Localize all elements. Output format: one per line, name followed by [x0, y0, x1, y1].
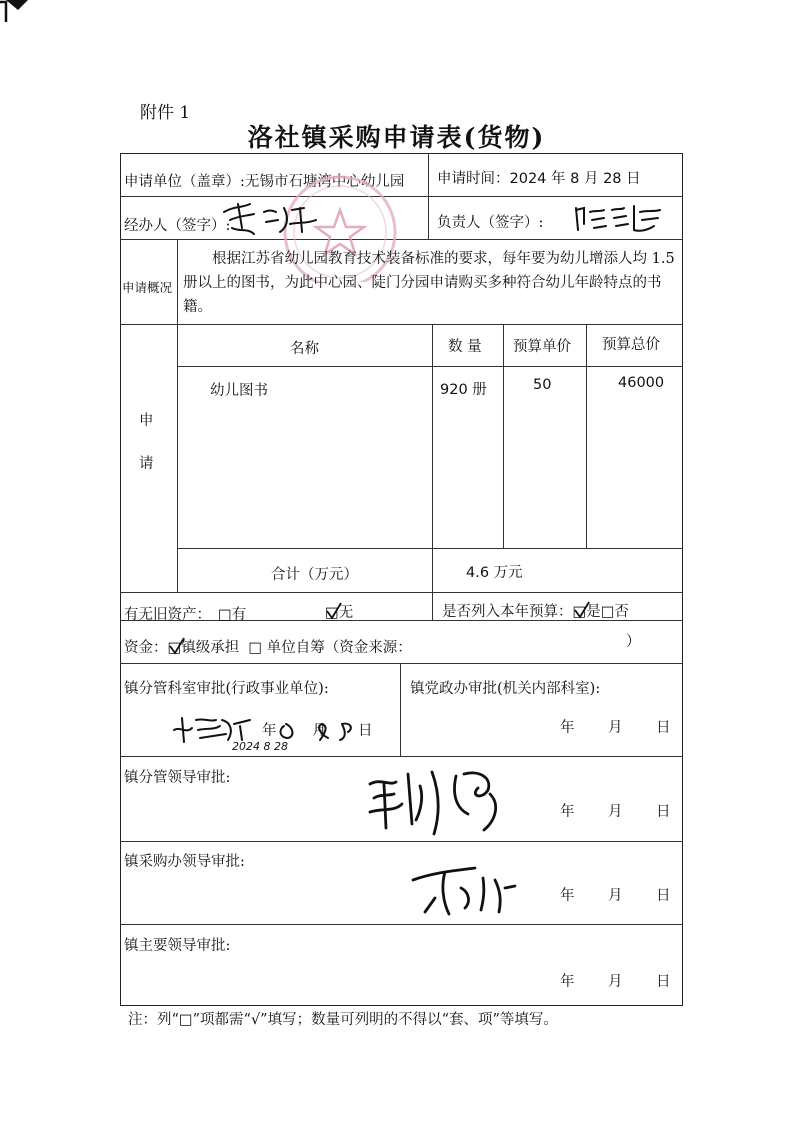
old-assets-option-no: 无 [338, 605, 354, 621]
apply-date-month-char: 月 [583, 171, 599, 187]
old-assets-label: 有无旧资产： [124, 607, 211, 623]
responsible-signature-icon [570, 200, 670, 236]
leader-approval-label: 镇分管领导审批: [124, 770, 231, 786]
leader-approval-year: 年 [560, 804, 575, 820]
responsible-label: 负责人（签字）: [437, 215, 544, 231]
dept-approval-month: 月 [312, 723, 327, 739]
apply-date-year: 2024 [509, 171, 547, 187]
leader-approval-signature-icon [360, 764, 540, 844]
main-approval-month: 月 [608, 974, 623, 990]
purchase-approval-label: 镇采购办领导审批: [124, 854, 245, 870]
check-mark-icon [325, 601, 343, 621]
attachment-label: 附件 1 [140, 103, 191, 123]
purchase-approval-year: 年 [560, 888, 575, 904]
handler-signature-icon [220, 198, 330, 238]
dept-approval-day: 日 [358, 723, 373, 739]
purchase-approval-signature-icon [405, 858, 535, 918]
item-unit-price: 50 [533, 377, 552, 393]
scan-corner-mark-icon [0, 0, 30, 26]
overview-label: 申请概况 [122, 280, 173, 295]
form-title: 洛社镇采购申请表(货物) [247, 123, 546, 152]
apply-date-label: 申请时间： [437, 171, 510, 187]
party-approval-year: 年 [560, 720, 575, 736]
apply-date-year-char: 年 [551, 171, 566, 187]
budget-option-no: □否 [600, 604, 629, 620]
item-name: 幼儿图书 [210, 383, 268, 399]
dept-approval-year: 年 [262, 723, 277, 739]
funds-option-self: 单位自筹（资金来源： [266, 640, 412, 656]
dept-approval-label: 镇分管科室审批(行政事业单位): [124, 681, 329, 697]
funds-self-checkbox: □ [248, 640, 263, 656]
apply-date-day: 28 [603, 171, 622, 187]
header-quantity: 数 量 [448, 339, 482, 355]
item-total-price: 46000 [618, 375, 665, 391]
old-assets-option-yes: □有 [218, 607, 247, 623]
dept-approval-signature-icon [170, 712, 375, 752]
main-approval-year: 年 [560, 974, 575, 990]
applicant-unit-label: 申请单位（盖章）: [124, 174, 245, 190]
funds-town-checkbox: □ [167, 640, 182, 656]
main-approval-day: 日 [656, 974, 671, 990]
purchase-approval-day: 日 [656, 888, 671, 904]
apply-date-day-char: 日 [626, 171, 641, 187]
funds-close-paren: ） [626, 634, 641, 650]
item-quantity: 920 册 [440, 382, 487, 398]
handler-label: 经办人（签字）: [124, 218, 231, 234]
leader-approval-day: 日 [656, 804, 671, 820]
purchase-approval-month: 月 [608, 888, 623, 904]
footnote: 注：列“□”项都需“√”填写；数量可列明的不得以“套、项”等填写。 [128, 1012, 558, 1028]
party-approval-month: 月 [608, 720, 623, 736]
old-assets-no-checkbox: □ [325, 605, 339, 621]
applicant-unit-value: 无锡市石塘湾中心幼儿园 [244, 174, 405, 190]
dept-approval-handwritten-date: 2024 8 28 [232, 740, 288, 752]
leader-approval-month: 月 [608, 804, 623, 820]
funds-option-town: 镇级承担 [181, 640, 240, 656]
party-approval-label: 镇党政办审批(机关内部科室): [410, 681, 601, 697]
header-name: 名称 [290, 341, 319, 357]
budget-label: 是否列入本年预算： [442, 604, 573, 620]
total-label: 合计（万元） [271, 567, 358, 583]
total-value: 4.6 万元 [466, 565, 523, 581]
application-side-label-1: 申 [139, 413, 154, 429]
check-mark-icon [168, 636, 186, 656]
check-mark-icon [573, 600, 591, 620]
budget-option-yes: 是 [586, 604, 601, 620]
overview-text: 根据江苏省幼儿园教育技术装备标准的要求，每年要为幼儿增添人均 1.5 册以上的图书，为此中心园、陡门分园申请购买多种符合幼儿年龄特点的书籍。 [183, 251, 675, 315]
party-approval-day: 日 [656, 720, 671, 736]
application-side-label-2: 请 [139, 456, 154, 472]
apply-date-month: 8 [570, 171, 580, 187]
header-unit-price: 预算单价 [513, 339, 571, 355]
funds-label: 资金： [124, 640, 168, 656]
header-total-price: 预算总价 [602, 337, 660, 353]
budget-yes-checkbox: □ [572, 604, 587, 620]
main-approval-label: 镇主要领导审批: [124, 938, 231, 954]
